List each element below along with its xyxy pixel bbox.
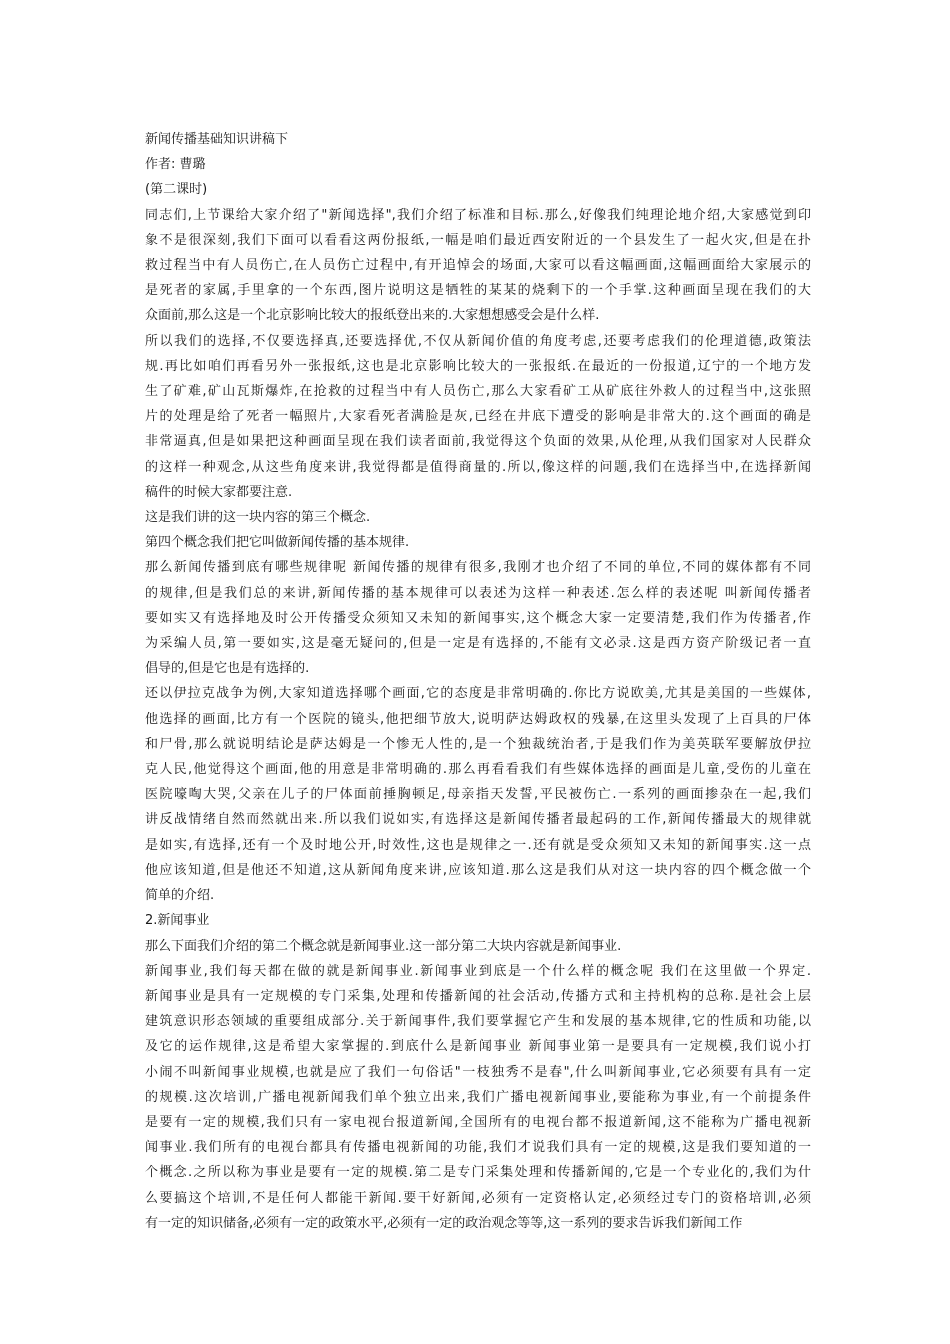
text-line: 倡导的,但是它也是有选择的. [145, 661, 310, 677]
document-page [145, 127, 811, 1236]
text-line: 非常逼真,但是如果把这种画面呈现在我们读者面前,我觉得这个负面的效果,从伦理,从我们国家对人民群众 [145, 434, 811, 450]
document-author: 作者: 曹璐 [145, 157, 206, 173]
text-line: 所以我们的选择,不仅要选择真,还要选择优,不仅从新闻价值的角度考虑,还要考虑我们的伦理道德,政策法 [145, 333, 811, 349]
paragraph-7 [145, 934, 811, 959]
text-line: 稿件的时候大家都要注意. [145, 484, 293, 500]
text-line: 那么下面我们介绍的第二个概念就是新闻事业.这一部分第二大块内容就是新闻事业. [145, 938, 622, 954]
text-line: 他选择的画面,比方有一个医院的镜头,他把细节放大,说明萨达姆政权的残暴,在这里头发现了上百具的尸体 [145, 711, 811, 727]
text-line: 还以伊拉克战争为例,大家知道选择哪个画面,它的态度是非常明确的.你比方说欧美,尤其是美国的一些媒体, [145, 686, 811, 702]
text-line: 及它的运作规律,这是希望大家掌握的.到底什么是新闻事业 新闻事业第一是要具有一定规模,我们说小打 [145, 1039, 811, 1055]
paragraph-5 [145, 555, 811, 681]
paragraph-4 [145, 530, 811, 555]
text-line: 同志们,上节课给大家介绍了"新闻选择",我们介绍了标准和目标.那么,好像我们纯理论地介绍,大家感觉到印 [145, 207, 811, 223]
text-line: 这是我们讲的这一块内容的第三个概念. [145, 510, 371, 526]
text-line: 克人民,他觉得这个画面,他的用意是非常明确的.那么再看看我们有些媒体选择的画面是儿童,受伤的儿童在 [145, 762, 811, 778]
text-line: 小闹不叫新闻事业规模,也就是应了我们一句俗话"一枝独秀不是春",什么叫新闻事业,它必须要有具有一定 [145, 1064, 811, 1080]
text-line: 是如实,有选择,还有一个及时地公开,时效性,这也是规律之一.还有就是受众须知又未知的新闻事实.这一点 [145, 837, 811, 853]
text-line: 的这样一种观念,从这些角度来讲,我觉得都是值得商量的.所以,像这样的问题,我们在选择当中,在选择新闻 [145, 459, 811, 475]
text-line: 为采编人员,第一要如实,这是毫无疑问的,但是一定是有选择的,不能有文必录.这是西方资产阶级记者一直 [145, 636, 811, 652]
text-line: 医院嚎啕大哭,父亲在儿子的尸体面前捶胸顿足,母亲指天发誓,平民被伤亡.一系列的画面掺杂在一起,我们 [145, 787, 811, 803]
section-heading-2: 2.新闻事业 [145, 913, 210, 929]
text-line: 新闻事业,我们每天都在做的就是新闻事业.新闻事业到底是一个什么样的概念呢 我们在这里做一个界定. [145, 963, 811, 979]
text-line: 么要搞这个培训,不是任何人都能干新闻.要干好新闻,必须有一定资格认定,必须经过专门的资格培训,必须 [145, 1190, 811, 1206]
document-body [145, 203, 811, 1236]
text-line: 有一定的知识储备,必须有一定的政策水平,必须有一定的政治观念等等,这一系列的要求告诉我们新闻工作 [145, 1215, 743, 1231]
text-line: 个概念.之所以称为事业是要有一定的规模.第二是专门采集处理和传播新闻的,它是一个专业化的,我们为什 [145, 1165, 811, 1181]
text-line: 简单的介绍. [145, 888, 215, 904]
text-line: 是死者的家属,手里拿的一个东西,图片说明这是牺牲的某某的烧剩下的一个手掌.这种画面呈现在我们的大 [145, 283, 811, 299]
text-line: 众面前,那么这是一个北京影响比较大的报纸登出来的.大家想想感受会是什么样. [145, 308, 600, 324]
text-line: 讲反战情绪自然而然就出来.所以我们说如实,有选择这是新闻传播者最起码的工作,新闻传播最大的规律就 [145, 812, 811, 828]
text-line: 生了矿难,矿山瓦斯爆炸,在抢救的过程当中有人员伤亡,那么大家看矿工从矿底往外救人的过程当中,这张照 [145, 384, 811, 400]
text-line: 规.再比如咱们再看另外一张报纸,这也是北京影响比较大的一张报纸.在最近的一份报道,辽宁的一个地方发 [145, 358, 811, 374]
text-line: 闻事业.我们所有的电视台都具有传播电视新闻的功能,我们才说我们具有一定的规模,这是我们要知道的一 [145, 1140, 811, 1156]
paragraph-6 [145, 681, 811, 908]
text-line: 片的处理是给了死者一幅照片,大家看死者满脸是灰,已经在井底下遭受的影响是非常大的.这个画面的确是 [145, 409, 811, 425]
text-line: 是要有一定的规模,我们只有一家电视台报道新闻,全国所有的电视台都不报道新闻,这不能称为广播电视新 [145, 1114, 811, 1130]
paragraph-8 [145, 959, 811, 1236]
text-line: 救过程当中有人员伤亡,在人员伤亡过程中,有开追悼会的场面,大家可以看这幅画面,这幅画面给大家展示的 [145, 258, 811, 274]
text-line: 第四个概念我们把它叫做新闻传播的基本规律. [145, 535, 410, 551]
document-title: 新闻传播基础知识讲稿下 [145, 132, 289, 147]
text-line: 新闻事业是具有一定规模的专门采集,处理和传播新闻的社会活动,传播方式和主持机构的总称.是社会上层 [145, 988, 811, 1004]
text-line: 的规律,但是我们总的来讲,新闻传播的基本规律可以表述为这样一种表述.怎么样的表述呢 叫新闻传播者 [145, 585, 811, 601]
paragraph-2 [145, 329, 811, 505]
text-line: 他应该知道,但是他还不知道,这从新闻角度来讲,应该知道.那么这是我们从对这一块内容的四个概念做一个 [145, 862, 811, 878]
text-line: 的规模.这次培训,广播电视新闻我们单个独立出来,我们广播电视新闻事业,要能称为事业,有一个前提条件 [145, 1089, 811, 1105]
paragraph-1 [145, 203, 811, 329]
text-line: 和尸骨,那么就说明结论是萨达姆是一个惨无人性的,是一个独裁统治者,于是我们作为美英联军要解放伊拉 [145, 736, 811, 752]
text-line: 建筑意识形态领域的重要组成部分.关于新闻事件,我们要掌握它产生和发展的基本规律,它的性质和功能,以 [145, 1014, 811, 1030]
text-line: 象不是很深刻,我们下面可以看看这两份报纸,一幅是咱们最近西安附近的一个县发生了一起火灾,但是在扑 [145, 232, 811, 248]
session-label: (第二课时) [145, 182, 208, 198]
paragraph-3 [145, 505, 811, 530]
text-line: 那么新闻传播到底有哪些规律呢 新闻传播的规律有很多,我刚才也介绍了不同的单位,不同的媒体都有不同 [145, 560, 811, 576]
text-line: 要如实又有选择地及时公开传播受众须知又未知的新闻事实,这个概念大家一定要清楚,我们作为传播者,作 [145, 610, 811, 626]
